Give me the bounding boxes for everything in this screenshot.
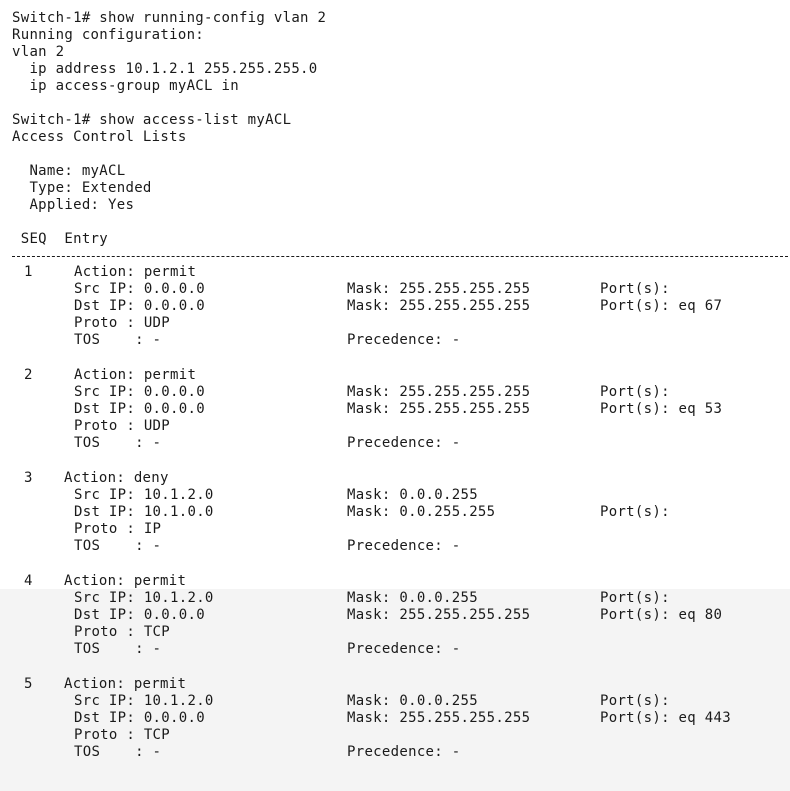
entry-precedence: Precedence: - (347, 332, 461, 348)
entry-seq: 2 (24, 367, 33, 383)
entry-dst: Dst IP: 10.1.0.0 (74, 504, 214, 520)
entry-precedence: Precedence: - (347, 538, 461, 554)
entry-action: Action: permit (64, 676, 187, 692)
entry-seq: 5 (24, 676, 33, 692)
entry-src-mask: Mask: 255.255.255.255 (347, 281, 531, 297)
entry-proto: Proto : IP (74, 521, 162, 537)
output-line: ip access-group myACL in (12, 78, 239, 94)
entry-action: Action: permit (74, 264, 197, 280)
entry-action: Action: permit (74, 367, 197, 383)
output-line: vlan 2 (12, 44, 65, 60)
table-header: SEQ Entry (12, 231, 109, 247)
entry-src-port: Port(s): (600, 590, 670, 606)
entry-dst: Dst IP: 0.0.0.0 (74, 710, 205, 726)
entry-proto: Proto : UDP (74, 315, 171, 331)
acl-type: Type: Extended (12, 180, 152, 196)
entry-src-mask: Mask: 255.255.255.255 (347, 384, 531, 400)
header-divider (12, 256, 788, 257)
command-line-2: Switch-1# show access-list myACL (12, 112, 292, 128)
entry-proto: Proto : TCP (74, 727, 171, 743)
entry-dst-mask: Mask: 255.255.255.255 (347, 710, 531, 726)
entry-dst-port: Port(s): eq 53 (600, 401, 723, 417)
entry-action: Action: permit (64, 573, 187, 589)
entry-src-mask: Mask: 0.0.0.255 (347, 487, 478, 503)
entry-dst-port: Port(s): eq 443 (600, 710, 731, 726)
entry-dst: Dst IP: 0.0.0.0 (74, 607, 205, 623)
entry-action: Action: deny (64, 470, 169, 486)
entry-proto: Proto : TCP (74, 624, 171, 640)
entry-precedence: Precedence: - (347, 435, 461, 451)
entry-precedence: Precedence: - (347, 641, 461, 657)
entry-dst: Dst IP: 0.0.0.0 (74, 401, 205, 417)
entry-src-port: Port(s): (600, 693, 670, 709)
entry-src-mask: Mask: 0.0.0.255 (347, 693, 478, 709)
entry-seq: 3 (24, 470, 33, 486)
command-line-1: Switch-1# show running-config vlan 2 (12, 10, 327, 26)
entry-tos: TOS : - (74, 538, 162, 554)
output-line: Running configuration: (12, 27, 205, 43)
entry-tos: TOS : - (74, 744, 162, 760)
entry-dst-port: Port(s): eq 80 (600, 607, 723, 623)
entry-src: Src IP: 10.1.2.0 (74, 590, 214, 606)
output-title: Access Control Lists (12, 129, 187, 145)
entry-seq: 1 (24, 264, 33, 280)
entry-dst-mask: Mask: 255.255.255.255 (347, 298, 531, 314)
entry-seq: 4 (24, 573, 33, 589)
entry-dst-port: Port(s): (600, 504, 670, 520)
entry-tos: TOS : - (74, 435, 162, 451)
entry-src-mask: Mask: 0.0.0.255 (347, 590, 478, 606)
entry-precedence: Precedence: - (347, 744, 461, 760)
entry-dst-mask: Mask: 255.255.255.255 (347, 401, 531, 417)
entry-src: Src IP: 10.1.2.0 (74, 693, 214, 709)
entry-src-port: Port(s): (600, 281, 670, 297)
entry-src-port: Port(s): (600, 384, 670, 400)
entry-dst-mask: Mask: 0.0.255.255 (347, 504, 496, 520)
output-line: ip address 10.1.2.1 255.255.255.0 (12, 61, 318, 77)
entry-src: Src IP: 0.0.0.0 (74, 384, 205, 400)
entry-dst: Dst IP: 0.0.0.0 (74, 298, 205, 314)
entry-tos: TOS : - (74, 641, 162, 657)
acl-applied: Applied: Yes (12, 197, 135, 213)
entry-src: Src IP: 10.1.2.0 (74, 487, 214, 503)
entry-src: Src IP: 0.0.0.0 (74, 281, 205, 297)
entry-dst-port: Port(s): eq 67 (600, 298, 723, 314)
entry-tos: TOS : - (74, 332, 162, 348)
acl-name: Name: myACL (12, 163, 126, 179)
entry-dst-mask: Mask: 255.255.255.255 (347, 607, 531, 623)
entry-proto: Proto : UDP (74, 418, 171, 434)
